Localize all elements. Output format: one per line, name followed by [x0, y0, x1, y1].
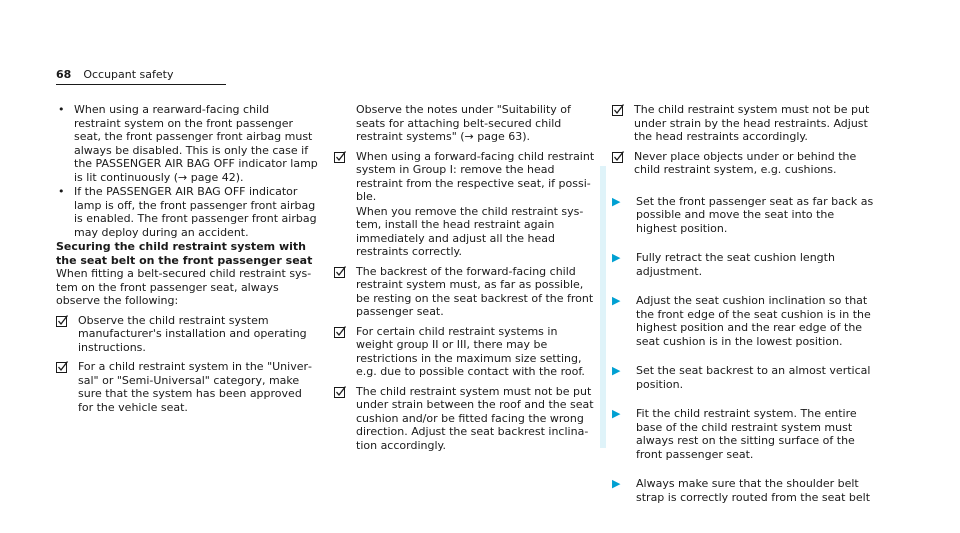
triangle-right-icon: ▶ — [612, 251, 621, 264]
check-text: The child restraint system must not be put under strain between the roof and the seat cushion and/or be fitted facing the wrong direction. Adjust the seat backrest inclination accordingly. — [356, 384, 594, 452]
column-2 — [334, 103, 596, 452]
check-item — [56, 314, 318, 355]
check-item — [612, 150, 874, 177]
check-item — [334, 265, 596, 319]
instruction-text: Adjust the seat cushion inclination so that the front edge of the seat cushion is in the highest position and the rear edge of the seat cushion is in the lowest position. — [636, 294, 871, 348]
bullet-item — [56, 185, 318, 239]
page-number: 68 — [56, 68, 72, 81]
column-1 — [56, 103, 318, 414]
check-text: Never place objects under or behind the child restraint system, e.g. cushions. — [634, 149, 857, 176]
instruction-step — [612, 251, 874, 278]
instruction-step — [612, 477, 874, 504]
check-item — [334, 325, 596, 379]
checkbox-tick-icon — [334, 266, 346, 278]
instruction-step — [612, 294, 874, 348]
instruction-step — [612, 195, 874, 236]
section-title: Occupant safety — [83, 68, 174, 81]
check-item — [56, 360, 318, 414]
instruction-text: Set the seat backrest to an almost vertical position. — [636, 364, 871, 391]
bullet-item — [56, 103, 318, 184]
triangle-right-icon: ▶ — [612, 194, 621, 208]
instruction-step — [612, 407, 874, 461]
check-text: The backrest of the forward-facing child restraint system must, as far as possible, be resting on the seat backrest of the front passenger seat. — [356, 264, 594, 318]
note-paragraph: Observe the notes under "Suitability of seats for attaching belt-secured child restraint systems" (→ page 63). — [356, 103, 571, 143]
instruction-sidebar — [600, 166, 606, 448]
instruction-text: Set the front passenger seat as far back as possible and move the seat into the highest position. — [636, 194, 874, 235]
triangle-right-icon: ▶ — [612, 364, 621, 377]
check-text: For a child restraint system in the "Universal" or "Semi-Universal" category, make sure that the system has been approved for the vehicle seat. — [78, 360, 312, 414]
check-text: Observe the child restraint system manufacturer's installation and operating instructions. — [78, 313, 307, 354]
checkbox-tick-icon — [334, 326, 346, 338]
checkbox-tick-icon — [334, 151, 346, 163]
bullet-dot: • — [58, 185, 65, 198]
bullet-text: When using a rearward-facing child restraint system on the front passenger seat, the front passenger front airbag must always be disabled. This is only the case if the PASSENGER AIR BAG OFF indicator lamp is lit continuously (→ page 42). — [74, 103, 318, 184]
instruction-text: Fully retract the seat cushion length adjustment. — [636, 251, 835, 278]
note-paragraph: When you remove the child restraint system, install the head restraint again immediately and adjust all the head restraints correctly. — [356, 204, 584, 258]
instruction-text: Fit the child restraint system. The entire base of the child restraint system must always rest on the sitting surface of the front passenger seat. — [636, 407, 857, 461]
check-text: The child restraint system must not be put under strain by the head restraints. Adjust the head restraints accordingly. — [634, 103, 870, 143]
checkbox-tick-icon — [334, 386, 346, 398]
checkbox-tick-icon — [56, 315, 68, 327]
check-text: When using a forward-facing child restraint system in Group I: remove the head restraint from the respective seat, if possible. — [356, 149, 595, 203]
column-3 — [612, 103, 874, 504]
instruction-step — [612, 364, 874, 391]
check-item — [612, 103, 874, 144]
header-divider — [56, 84, 226, 85]
intro-paragraph: When fitting a belt-secured child restraint system on the front passenger seat, always observe the following: — [56, 267, 312, 307]
page-header — [56, 68, 173, 81]
bullet-text: If the PASSENGER AIR BAG OFF indicator lamp is off, the front passenger front airbag is enabled. The front passenger front airbag may deploy during an accident. — [74, 185, 317, 239]
checkbox-tick-icon — [612, 151, 624, 163]
triangle-right-icon: ▶ — [612, 407, 621, 420]
triangle-right-icon: ▶ — [612, 294, 621, 307]
bullet-dot: • — [58, 103, 65, 116]
triangle-right-icon: ▶ — [612, 477, 621, 490]
check-item — [334, 150, 596, 204]
instruction-text: Always make sure that the shoulder belt strap is correctly routed from the seat belt — [636, 477, 871, 504]
check-item — [334, 385, 596, 453]
checkbox-tick-icon — [612, 104, 624, 116]
checkbox-tick-icon — [56, 361, 68, 373]
section-heading: Securing the child restraint system with the seat belt on the front passenger seat — [56, 240, 313, 267]
check-text: For certain child restraint systems in weight group II or III, there may be restrictions in the maximum size setting, e.g. due to possible contact with the roof. — [356, 324, 585, 378]
